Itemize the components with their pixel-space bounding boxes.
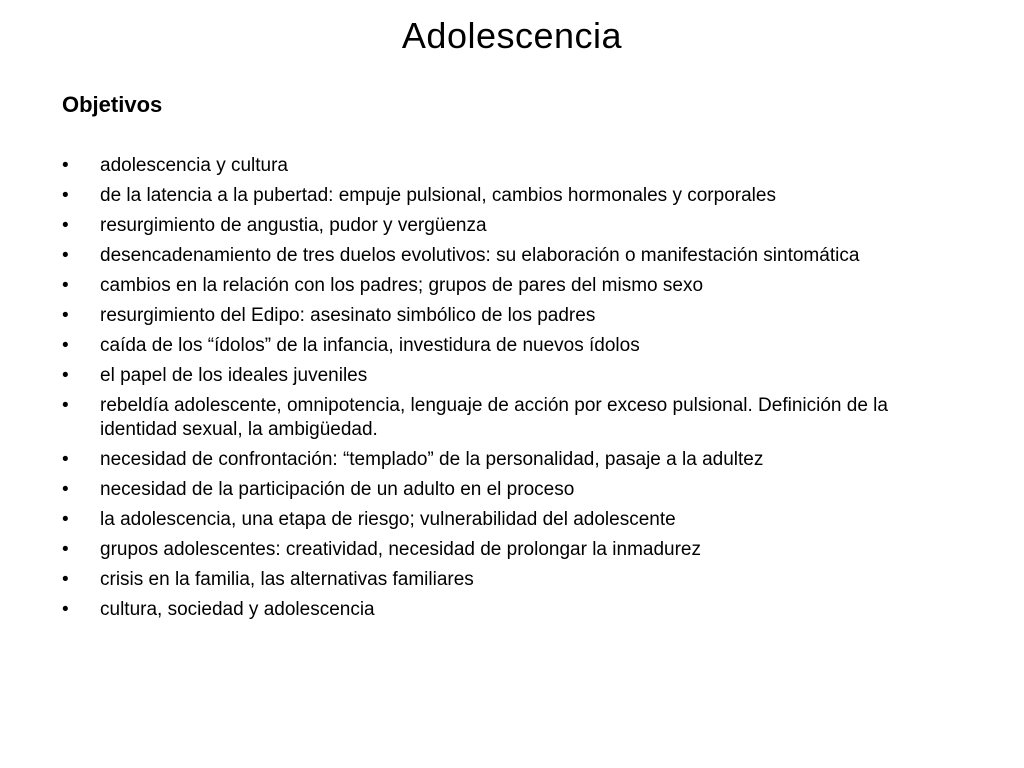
bullet-icon: • — [62, 185, 69, 206]
list-item — [62, 568, 962, 592]
list-item-text: rebeldía adolescente, omnipotencia, lenguaje de acción por exceso pulsional. Definición de la identidad sexual, la ambigüedad. — [100, 395, 888, 440]
list-item — [62, 214, 962, 238]
list-item — [62, 508, 962, 532]
bullet-icon: • — [62, 395, 69, 416]
list-item — [62, 478, 962, 502]
bullet-icon: • — [62, 155, 69, 176]
list-item — [62, 538, 962, 562]
list-item-text: necesidad de confrontación: “templado” de la personalidad, pasaje a la adultez — [100, 449, 764, 470]
list-item-text: cambios en la relación con los padres; grupos de pares del mismo sexo — [100, 275, 704, 296]
list-item — [62, 448, 962, 472]
list-item-text: resurgimiento de angustia, pudor y vergüenza — [100, 215, 487, 236]
bullet-icon: • — [62, 599, 69, 620]
list-item-text: desencadenamiento de tres duelos evolutivos: su elaboración o manifestación sintomática — [100, 245, 860, 266]
bullet-icon: • — [62, 449, 69, 470]
list-item — [62, 244, 962, 268]
bullet-list — [62, 154, 962, 628]
list-item-text: resurgimiento del Edipo: asesinato simbólico de los padres — [100, 305, 596, 326]
list-item-text: adolescencia y cultura — [100, 155, 288, 176]
bullet-icon: • — [62, 479, 69, 500]
bullet-icon: • — [62, 335, 69, 356]
list-item — [62, 274, 962, 298]
list-item-text: crisis en la familia, las alternativas familiares — [100, 569, 474, 590]
list-item-text: el papel de los ideales juveniles — [100, 365, 368, 386]
list-item-text: caída de los “ídolos” de la infancia, investidura de nuevos ídolos — [100, 335, 640, 356]
slide-title: Adolescencia — [401, 15, 623, 56]
bullet-icon: • — [62, 365, 69, 386]
list-item — [62, 364, 962, 388]
list-item — [62, 154, 962, 178]
bullet-icon: • — [62, 215, 69, 236]
list-item-text: de la latencia a la pubertad: empuje pulsional, cambios hormonales y corporales — [100, 185, 776, 206]
bullet-icon: • — [62, 509, 69, 530]
list-item — [62, 394, 962, 442]
list-item-text: cultura, sociedad y adolescencia — [100, 599, 375, 620]
list-item — [62, 184, 962, 208]
list-item-text: la adolescencia, una etapa de riesgo; vulnerabilidad del adolescente — [100, 509, 676, 530]
slide-subtitle: Objetivos — [62, 92, 163, 117]
bullet-icon: • — [62, 245, 69, 266]
bullet-icon: • — [62, 275, 69, 296]
list-item-text: necesidad de la participación de un adulto en el proceso — [100, 479, 575, 500]
bullet-icon: • — [62, 569, 69, 590]
list-item — [62, 598, 962, 622]
bullet-icon: • — [62, 305, 69, 326]
list-item — [62, 304, 962, 328]
bullet-icon: • — [62, 539, 69, 560]
list-item — [62, 334, 962, 358]
list-item-text: grupos adolescentes: creatividad, necesidad de prolongar la inmadurez — [100, 539, 701, 560]
